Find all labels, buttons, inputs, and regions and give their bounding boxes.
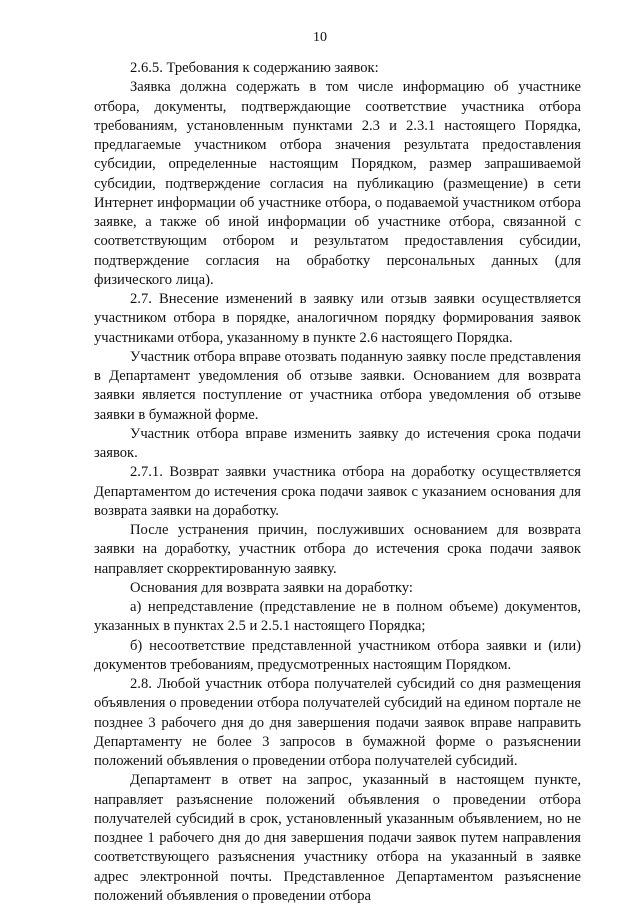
paragraph-application-content: Заявка должна содержать в том числе информацию об участнике отбора, документы, подтверждающие соответствие участника отбора требованиям, установленным пунктами 2.3 и 2.3.1 настоящего Порядка, предлагаемые участником отбора значения результата предоставления субсидии, определенные настоящим Порядком, размер запрашиваемой субсидии, подтверждение согласия на публикацию (размещение) в сети Интернет информации об участнике отбора, о подаваемой участником отбора заявке, а также об иной информации об участнике отбора, связанной с соответствующим отбором и результатом предоставления субсидии, подтверждение согласия на обработку персональных данных (для физического лица). — [94, 79, 581, 288]
paragraph-change-application: Участник отбора вправе изменить заявку до истечения срока подачи заявок. — [94, 425, 581, 461]
paragraph-grounds-heading: Основания для возврата заявки на доработку: — [130, 579, 413, 596]
document-body — [94, 59, 581, 906]
paragraph-after-elimination: После устранения причин, послуживших основанием для возврата заявки на доработку, участник отбора до истечения срока подачи заявок направляет скорректированную заявку. — [94, 522, 581, 577]
paragraph-2-7-1: 2.7.1. Возврат заявки участника отбора на доработку осуществляется Департаментом до истечения срока подачи заявок с указанием основания для возврата заявки на доработку. — [94, 464, 581, 519]
paragraph-2-8: 2.8. Любой участник отбора получателей субсидий со дня размещения объявления о проведении отбора получателей субсидий на едином портале не позднее 3 рабочего дня до дня завершения подачи заявок вправе направить Департаменту не более 3 запросов в бумажной форме о разъяснении положений объявления о проведении отбора получателей субсидий. — [94, 676, 581, 769]
paragraph-2-7: 2.7. Внесение изменений в заявку или отзыв заявки осуществляется участником отбора в порядке, аналогичном порядку формирования заявок участниками отбора, указанному в пункте 2.6 настоящего Порядка. — [94, 291, 581, 346]
page-number: 10 — [313, 30, 327, 45]
paragraph-2-6-5-heading: 2.6.5. Требования к содержанию заявок: — [130, 60, 379, 76]
paragraph-item-b: б) несоответствие представленной участником отбора заявки и (или) документов требованиям, предусмотренных настоящим Порядком. — [94, 637, 581, 673]
paragraph-department-response: Департамент в ответ на запрос, указанный в настоящем пункте, направляет разъяснение положений объявления о проведении отбора получателей субсидий в срок, установленный указанным объявлением, но не позднее 1 рабочего дня до дня завершения подачи заявок путем направления соответствующего разъяснения участнику отбора на указанный в заявке адрес электронной почты. Представленное Департаментом разъяснение положений объявления о проведении отбора — [94, 772, 581, 904]
paragraph-withdrawal: Участник отбора вправе отозвать поданную заявку после представления в Департамент уведомления об отзыве заявки. Основанием для возврата заявки является поступление от участника отбора уведомления об отзыве заявки в бумажной форме. — [94, 348, 581, 423]
paragraph-item-a: а) непредставление (представление не в полном объеме) документов, указанных в пунктах 2.5 и 2.5.1 настоящего Порядка; — [94, 599, 581, 635]
